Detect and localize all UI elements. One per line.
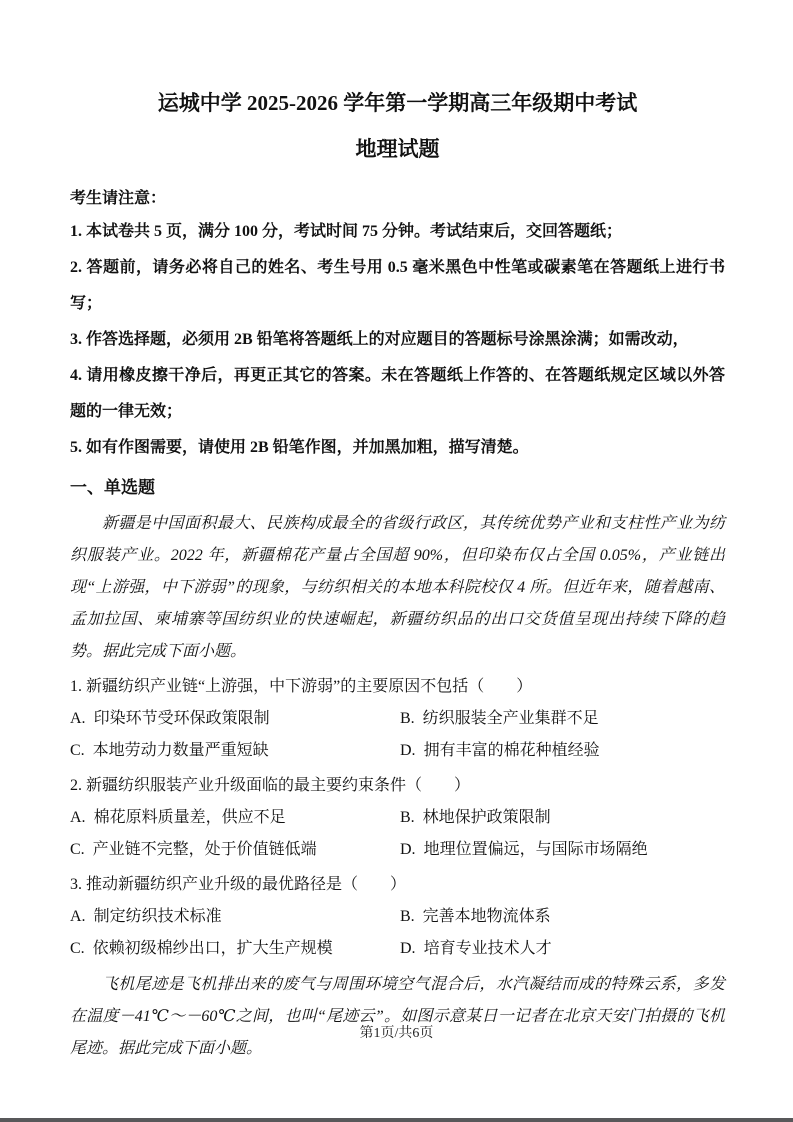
- option-text: 产业链不完整，处于价值链低端: [92, 841, 317, 858]
- option-label: D.: [400, 742, 416, 759]
- section-heading-single-choice: 一、单选题: [70, 478, 155, 497]
- question-2-option-d: [400, 834, 725, 866]
- exam-subtitle: 地理试题: [355, 137, 440, 161]
- notice-item-3: 3. 作答选择题，必须用 2B 铅笔将答题纸上的对应题目的答题标号涂黑涂满；如需改动，: [70, 331, 689, 348]
- question-1-option-c: [70, 735, 400, 767]
- notice-item-1: 1. 本试卷共 5 页，满分 100 分，考试时间 75 分钟。考试结束后，交回答题纸；: [70, 223, 623, 240]
- question-3-option-d: [400, 933, 725, 965]
- page-number-footer: 第1页/共6页: [359, 1026, 434, 1041]
- question-1-option-a: [70, 703, 400, 735]
- notice-item-2: 2. 答题前，请务必将自己的姓名、考生号用 0.5 毫米黑色中性笔或碳素笔在答题纸上进行书写；: [70, 259, 725, 312]
- passage-contrail: 飞机尾迹是飞机排出来的废气与周围环境空气混合后，水汽凝结而成的特殊云系，多发在温度－41℃～－60℃之间，也叫“尾迹云”。如图示意某日一记者在北京天安门拍摄的飞机尾迹。据此完成下面小题。: [70, 976, 725, 1057]
- option-text: 拥有丰富的棉花种植经验: [423, 742, 600, 759]
- question-1-options: [70, 703, 725, 767]
- option-label: D.: [400, 841, 416, 858]
- page-edge-shadow: [0, 1118, 793, 1122]
- option-label: B.: [400, 710, 415, 727]
- option-label: A.: [70, 710, 86, 727]
- option-text: 林地保护政策限制: [422, 809, 551, 826]
- option-label: A.: [70, 908, 86, 925]
- option-text: 棉花原料质量差，供应不足: [93, 809, 286, 826]
- option-label: D.: [400, 940, 416, 957]
- question-2-option-b: [400, 802, 725, 834]
- option-text: 制定纺织技术标准: [93, 908, 222, 925]
- question-3-option-a: [70, 901, 400, 933]
- option-label: C.: [70, 742, 85, 759]
- option-label: C.: [70, 841, 85, 858]
- option-label: C.: [70, 940, 85, 957]
- option-text: 完善本地物流体系: [422, 908, 551, 925]
- option-text: 纺织服装全产业集群不足: [422, 710, 599, 727]
- option-text: 依赖初级棉纱出口，扩大生产规模: [92, 940, 333, 957]
- exam-title: 运城中学 2025-2026 学年第一学期高三年级期中考试: [157, 91, 638, 115]
- question-1: [70, 668, 725, 767]
- notice-item-4: 4. 请用橡皮擦干净后，再更正其它的答案。未在答题纸上作答的、在答题纸规定区域以外答题的一律无效；: [70, 367, 725, 420]
- option-text: 印染环节受环保政策限制: [93, 710, 270, 727]
- question-3-options: [70, 901, 725, 965]
- question-3-option-c: [70, 933, 400, 965]
- notice-item-5: 5. 如有作图需要，请使用 2B 铅笔作图，并加黑加粗，描写清楚。: [70, 439, 529, 456]
- option-text: 地理位置偏远，与国际市场隔绝: [423, 841, 648, 858]
- question-1-option-d: [400, 735, 725, 767]
- question-2-option-a: [70, 802, 400, 834]
- question-3-stem: 3. 推动新疆纺织产业升级的最优路径是（ ）: [70, 876, 407, 893]
- question-1-stem: 1. 新疆纺织产业链“上游强，中下游弱”的主要原因不包括（ ）: [70, 678, 533, 695]
- option-text: 本地劳动力数量严重短缺: [92, 742, 269, 759]
- question-1-option-b: [400, 703, 725, 735]
- question-2-options: [70, 802, 725, 866]
- question-3: [70, 866, 725, 965]
- question-3-option-b: [400, 901, 725, 933]
- notice-heading: 考生请注意：: [70, 190, 167, 207]
- passage-xinjiang-textile: 新疆是中国面积最大、民族构成最全的省级行政区，其传统优势产业和支柱性产业为纺织服装产业。2022 年，新疆棉花产量占全国超 90%，但印染布仅占全国 0.05%，产业链出现“上游强，中下游弱”的现象，与纺织相关的本地本科院校仅 4 所。但近年来，随着越南、孟加拉国、柬埔寨等国纺织业的快速崛起，新疆纺织品的出口交货值呈现出持续下降的趋势。据此完成下面小题。: [70, 515, 725, 660]
- question-2: [70, 767, 725, 866]
- question-2-stem: 2. 新疆纺织服装产业升级面临的最主要约束条件（ ）: [70, 777, 471, 794]
- option-text: 培育专业技术人才: [423, 940, 552, 957]
- question-2-option-c: [70, 834, 400, 866]
- option-label: B.: [400, 908, 415, 925]
- option-label: A.: [70, 809, 86, 826]
- option-label: B.: [400, 809, 415, 826]
